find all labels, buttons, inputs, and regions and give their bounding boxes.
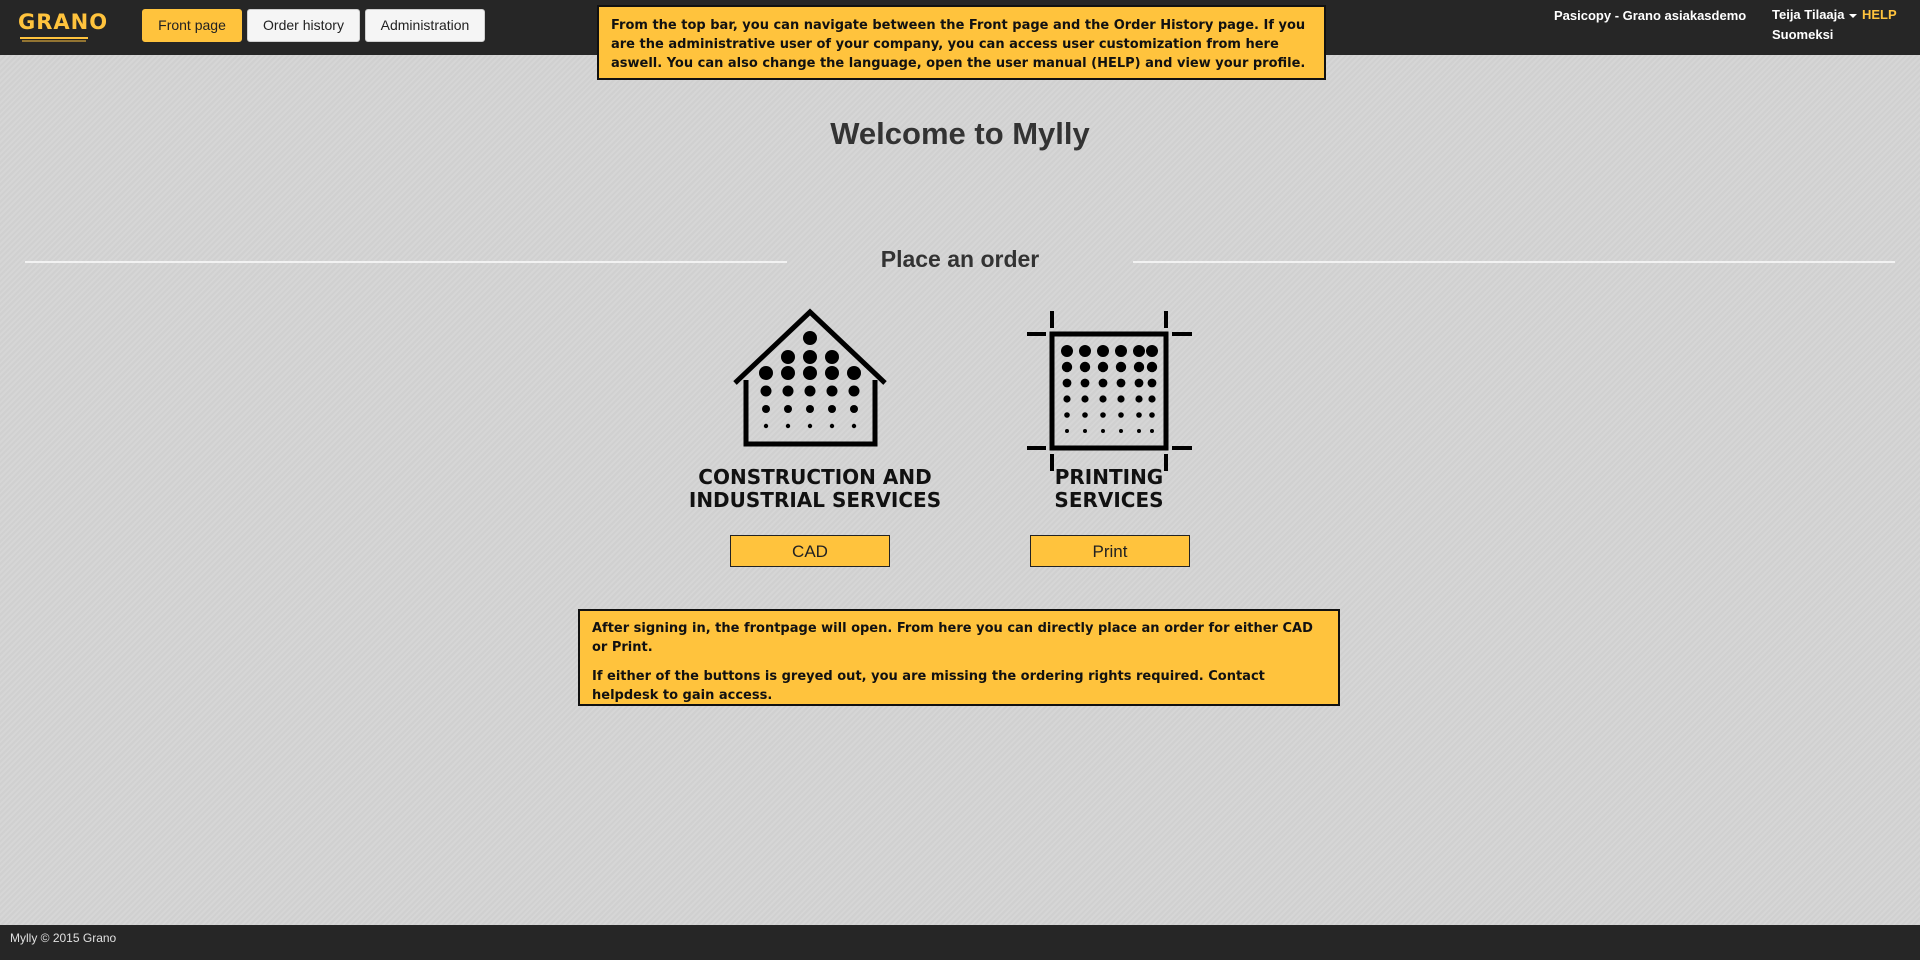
company-name: Pasicopy - Grano asiakasdemo [1554, 8, 1747, 23]
page-title: Welcome to Mylly [830, 116, 1090, 151]
footer-copyright: Mylly © 2015 Grano [10, 931, 117, 945]
divider-left [25, 261, 787, 263]
help-link[interactable]: HELP [1862, 7, 1897, 22]
service-title-line: CONSTRUCTION AND [698, 465, 932, 489]
logo-text: GRANO [18, 10, 109, 34]
print-crop-dots-icon [1024, 308, 1194, 473]
language-switch[interactable]: Suomeksi [1772, 27, 1834, 42]
service-title-line: PRINTING [1054, 465, 1164, 489]
tooltip-paragraph: If either of the buttons is greyed out, you are missing the ordering rights required. Contact helpdesk to gain access. [592, 669, 1265, 703]
footer [0, 925, 1920, 960]
service-title-construction [665, 466, 965, 512]
section-title: Place an order [880, 246, 1040, 272]
caret-down-icon [1849, 14, 1857, 18]
house-dots-icon [732, 308, 892, 448]
user-name: Teija Tilaaja [1772, 7, 1845, 22]
tooltip-paragraph: After signing in, the frontpage will open. From here you can directly place an order for either CAD or Print. [592, 621, 1313, 655]
print-order-button[interactable]: Print [1030, 535, 1190, 567]
nav-front-page[interactable]: Front page [142, 9, 242, 42]
tooltip-top-bar: From the top bar, you can navigate between the Front page and the Order History page. If you are the administrative user of your company, you can access user customization from here aswell. You can also change the language, open the user manual (HELP) and view your profile. [597, 5, 1326, 80]
cad-order-button[interactable]: CAD [730, 535, 890, 567]
logo-underline-icon [18, 10, 109, 42]
nav-order-history[interactable]: Order history [247, 9, 360, 42]
grano-logo[interactable] [18, 10, 109, 40]
service-title-printing [1009, 466, 1209, 512]
nav-administration[interactable]: Administration [365, 9, 485, 42]
tooltip-front-page [578, 609, 1340, 706]
service-title-line: INDUSTRIAL SERVICES [688, 488, 942, 512]
divider-right [1133, 261, 1895, 263]
service-title-line: SERVICES [1054, 488, 1164, 512]
user-menu[interactable] [1772, 7, 1857, 22]
